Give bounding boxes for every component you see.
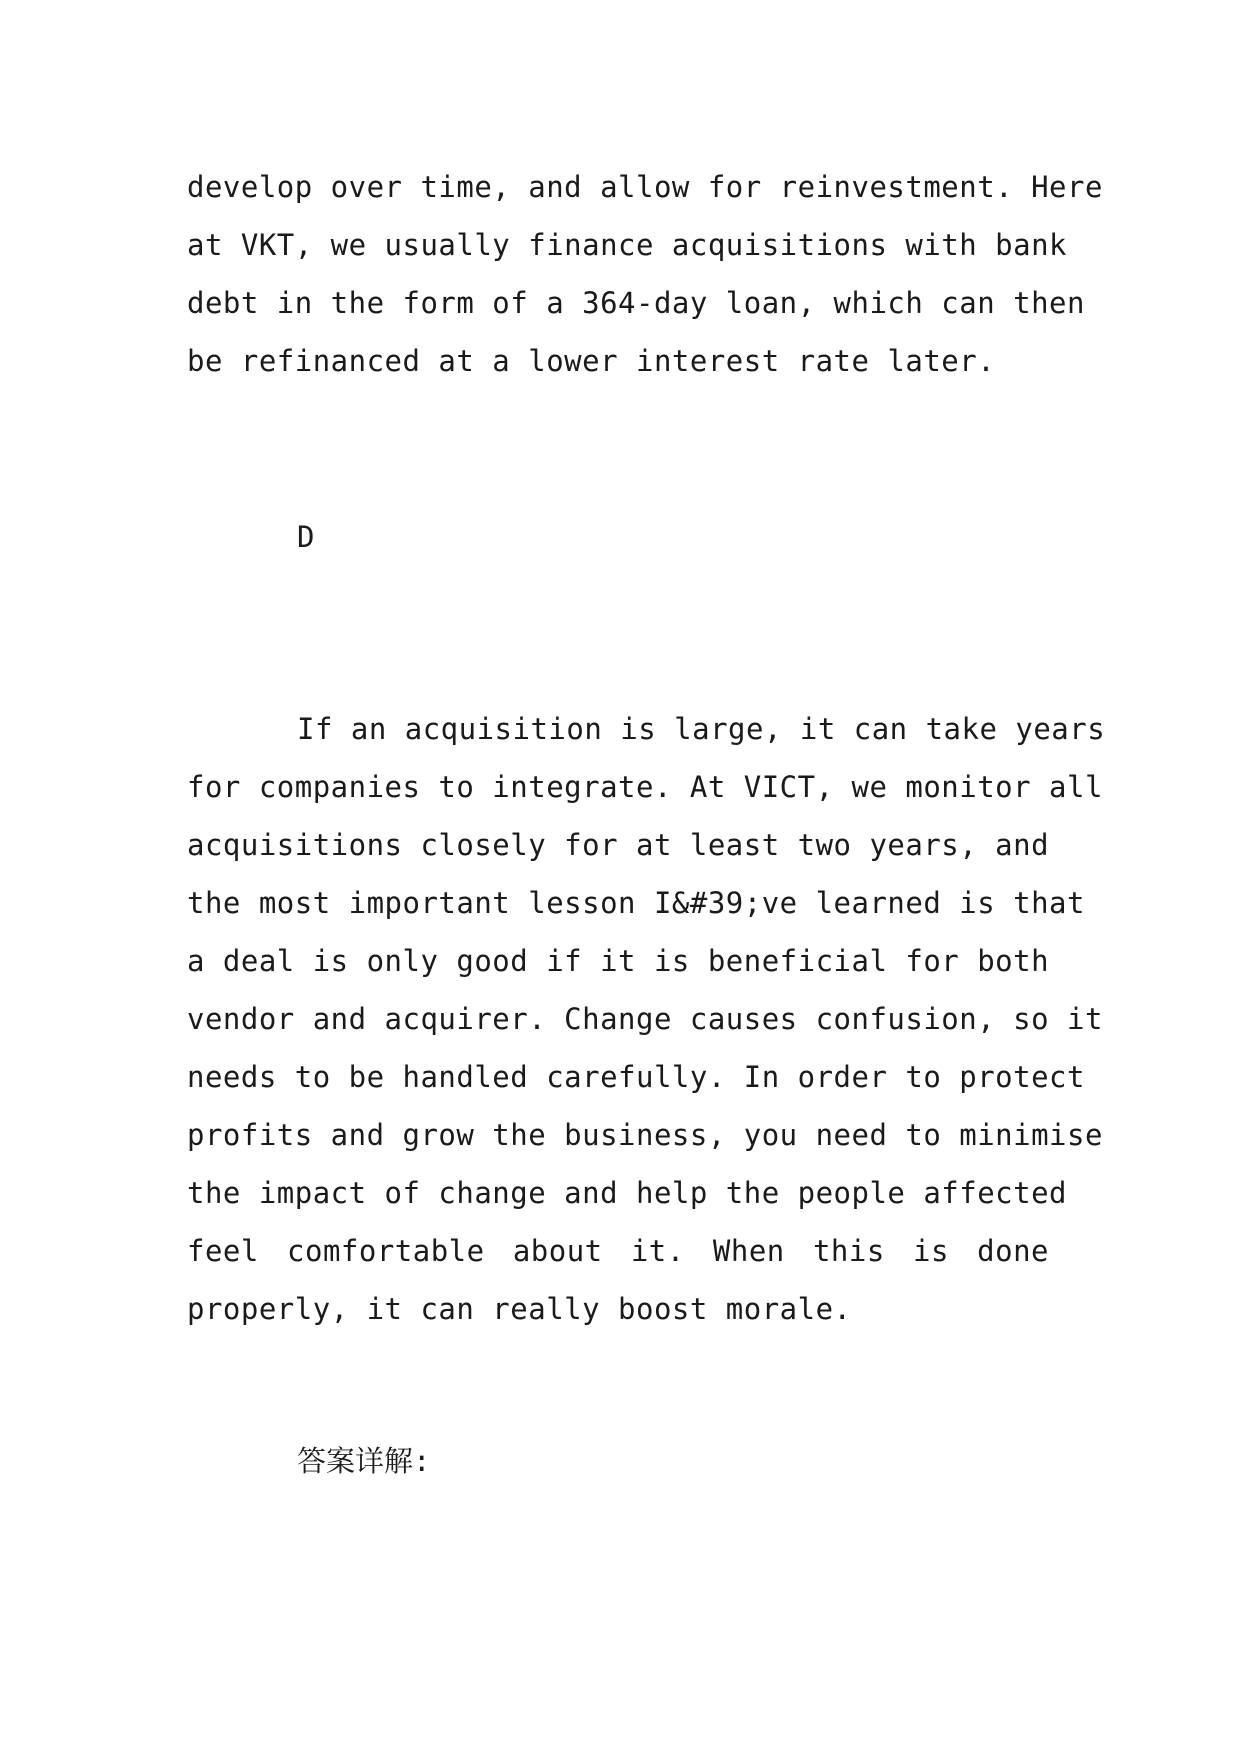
text-line: the most important lesson I&#39;ve learned is that — [187, 886, 1085, 920]
text-line: debt in the form of a 364-day loan, which can then — [187, 286, 1085, 320]
text-line: be refinanced at a lower interest rate later. — [187, 344, 996, 378]
text-line: vendor and acquirer. Change causes confusion, so it — [187, 1002, 1103, 1036]
text-line: If an acquisition is large, it can take years — [297, 712, 1106, 746]
paragraph-continuation — [187, 158, 1103, 390]
text-line: acquisitions closely for at least two years, and — [187, 828, 1050, 862]
text-line: the impact of change and help the people affected — [187, 1176, 1068, 1210]
text-line: at VKT, we usually finance acquisitions with bank — [187, 228, 1068, 262]
text-line: properly, it can really boost morale. — [187, 1292, 852, 1326]
text-line: for companies to integrate. At VICT, we monitor all — [187, 770, 1103, 804]
option-label: D — [297, 520, 315, 554]
answer-explanation-heading: 答案详解: — [297, 1444, 431, 1478]
text-line: needs to be handled carefully. In order to protect — [187, 1060, 1085, 1094]
text-line: profits and grow the business, you need to minimise — [187, 1118, 1103, 1152]
text-line: a deal is only good if it is beneficial for both — [187, 944, 1050, 978]
paragraph-option-d — [187, 700, 1106, 1338]
text-line: develop over time, and allow for reinvestment. Here — [187, 170, 1103, 204]
text-line: feel comfortable about it. When this is done — [187, 1234, 1049, 1268]
